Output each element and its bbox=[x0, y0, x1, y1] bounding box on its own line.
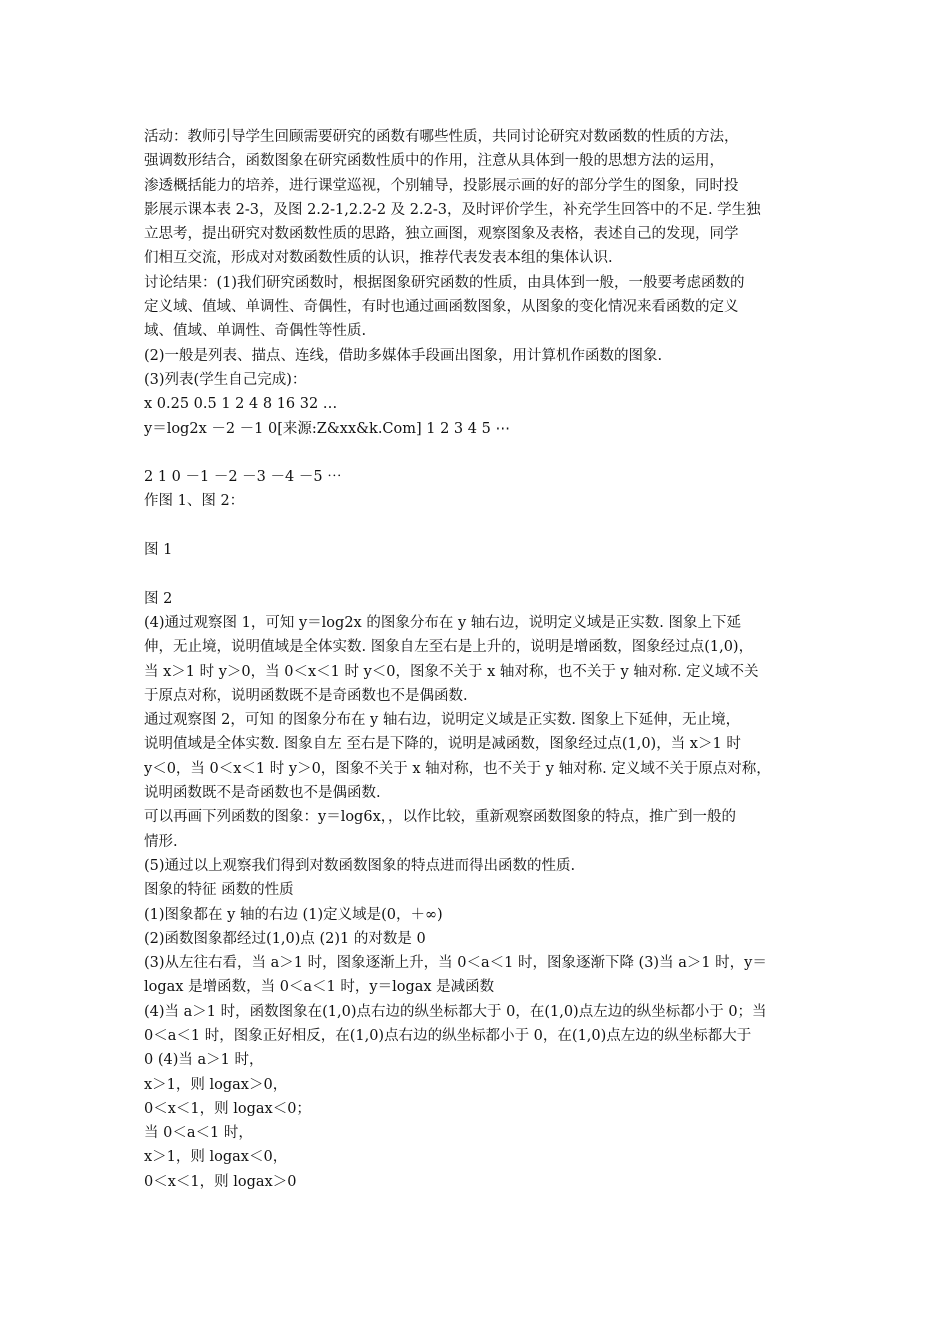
blank-line bbox=[144, 441, 814, 465]
text-line: (5)通过以上观察我们得到对数函数图象的特点进而得出函数的性质. bbox=[144, 857, 576, 874]
text-line: 伸，无止境，说明值域是全体实数. 图象自左至右是上升的，说明是增函数，图象经过点(1,0)， bbox=[144, 639, 754, 656]
text-line: 作图 1、图 2： bbox=[144, 493, 245, 510]
text-line: 当 0＜a＜1 时， bbox=[144, 1125, 253, 1142]
text-line: 强调数形结合，函数图象在研究函数性质中的作用，注意从具体到一般的思想方法的运用， bbox=[144, 153, 724, 170]
text-line: 影展示课本表 2-3，及图 2.2-1,2.2-2 及 2.2-3，及时评价学生，补充学生回答中的不足. 学生独 bbox=[144, 201, 761, 218]
text-line: 域、值域、单调性、奇偶性等性质. bbox=[144, 323, 367, 340]
text-line: 渗透概括能力的培养，进行课堂巡视，个别辅导，投影展示画的好的部分学生的图象，同时投 bbox=[144, 177, 739, 194]
text-line: 0 (4)当 a＞1 时， bbox=[144, 1052, 264, 1069]
text-line: 于原点对称，说明函数既不是奇函数也不是偶函数. bbox=[144, 687, 468, 704]
text-line: 可以再画下列函数的图象：y＝log6x，，以作比较，重新观察函数图象的特点，推广到一般的 bbox=[144, 809, 736, 826]
text-line: 通过观察图 2，可知 的图象分布在 y 轴右边，说明定义域是正实数. 图象上下延伸，无止境， bbox=[144, 712, 741, 729]
text-line: y＝log2x －2 －1 0[来源:Z&xx&k.Com] 1 2 3 4 5 ⋯ bbox=[144, 420, 510, 437]
text-line: 立思考，提出研究对数函数性质的思路，独立画图，观察图象及表格，表述自己的发现，同学 bbox=[144, 226, 739, 243]
text-line: 0＜a＜1 时，图象正好相反，在(1,0)点右边的纵坐标都小于 0，在(1,0)点左边的纵坐标都大于 bbox=[144, 1027, 752, 1044]
text-line: (2)函数图象都经过(1,0)点 (2)1 的对数是 0 bbox=[144, 930, 426, 947]
text-line: 说明值域是全体实数. 图象自左 至右是下降的，说明是减函数，图象经过点(1,0)，当 x＞1 时 bbox=[144, 736, 741, 753]
text-line: 图 1 bbox=[144, 542, 173, 559]
text-line: (4)通过观察图 1，可知 y＝log2x 的图象分布在 y 轴右边，说明定义域是正实数. 图象上下延 bbox=[144, 614, 741, 631]
text-line: 说明函数既不是奇函数也不是偶函数. bbox=[144, 785, 381, 802]
text-line: logax 是增函数，当 0＜a＜1 时，y＝logax 是减函数 bbox=[144, 979, 495, 996]
text-line: x＞1，则 logax＞0， bbox=[144, 1076, 288, 1093]
text-line: (2)一般是列表、描点、连线，借助多媒体手段画出图象，用计算机作函数的图象. bbox=[144, 347, 663, 364]
text-line: (3)从左往右看，当 a＞1 时，图象逐渐上升，当 0＜a＜1 时，图象逐渐下降 (3)当 a＞1 时，y＝ bbox=[144, 955, 767, 972]
text-line: (3)列表(学生自己完成)： bbox=[144, 371, 307, 388]
text-line: y＜0，当 0＜x＜1 时 y＞0，图象不关于 x 轴对称，也不关于 y 轴对称. 定义域不关于原点对称， bbox=[144, 760, 771, 777]
text-line: 图 2 bbox=[144, 590, 173, 607]
blank-line bbox=[144, 562, 814, 586]
text-line: 活动：教师引导学生回顾需要研究的函数有哪些性质，共同讨论研究对数函数的性质的方法， bbox=[144, 129, 739, 145]
text-line: 情形. bbox=[144, 833, 178, 850]
document-body bbox=[144, 125, 814, 1194]
text-line: 图象的特征 函数的性质 bbox=[144, 882, 294, 899]
text-line: (1)图象都在 y 轴的右边 (1)定义域是(0，＋∞) bbox=[144, 906, 443, 923]
text-line: (4)当 a＞1 时，函数图象在(1,0)点右边的纵坐标都大于 0，在(1,0)点左边的纵坐标都小于 0；当 bbox=[144, 1003, 767, 1020]
text-line: 当 x＞1 时 y＞0，当 0＜x＜1 时 y＜0，图象不关于 x 轴对称，也不关于 y 轴对称. 定义域不关 bbox=[144, 663, 759, 680]
blank-line bbox=[144, 514, 814, 538]
text-line: x 0.25 0.5 1 2 4 8 16 32 … bbox=[144, 396, 338, 413]
text-line: 2 1 0 －1 －2 －3 －4 －5 ⋯ bbox=[144, 469, 342, 486]
text-line: 们相互交流，形成对对数函数性质的认识，推荐代表发表本组的集体认识. bbox=[144, 250, 613, 267]
text-line: 0＜x＜1，则 logax＞0 bbox=[144, 1173, 297, 1190]
text-line: 讨论结果：(1)我们研究函数时，根据图象研究函数的性质，由具体到一般，一般要考虑函数的 bbox=[144, 274, 745, 291]
text-line: x＞1，则 logax＜0， bbox=[144, 1149, 288, 1166]
text-line: 0＜x＜1，则 logax＜0； bbox=[144, 1100, 311, 1117]
text-line: 定义域、值域、单调性、奇偶性，有时也通过画函数图象，从图象的变化情况来看函数的定义 bbox=[144, 299, 739, 316]
